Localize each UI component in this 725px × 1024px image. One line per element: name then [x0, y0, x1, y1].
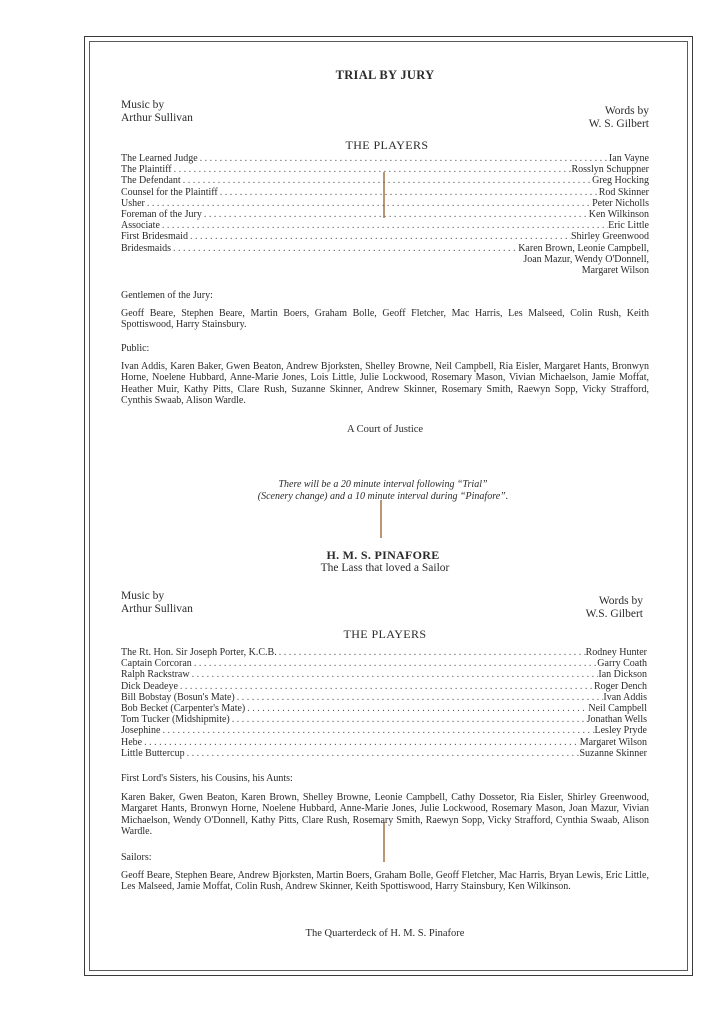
cast-role: Tom Tucker (Midshipmite) [121, 714, 230, 726]
pinafore-subtitle: The Lass that loved a Sailor [320, 562, 450, 574]
trial-players-heading: THE PLAYERS [345, 138, 429, 152]
cast-role: The Learned Judge [121, 153, 198, 164]
cast-row [121, 725, 647, 736]
trial-title: TRIAL BY JURY [335, 68, 435, 82]
cast-row [121, 714, 647, 725]
trial-words-credit [551, 105, 649, 131]
cast-row [121, 175, 649, 186]
cast-actor: Ian Vayne [608, 153, 649, 164]
cast-row [121, 692, 647, 703]
pinafore-music-label: Music by [121, 590, 165, 602]
cast-role: Little Buttercup [121, 747, 185, 759]
pinafore-librettist: W.S. Gilbert [585, 608, 643, 620]
cast-role: Josephine [121, 725, 161, 737]
sisters-list: Karen Baker, Gwen Beaton, Karen Brown, Shelley Browne, Leonie Campbell, Cathy Dossetor, Ria Eisler, Shirley Greenwood, Margaret Hants, Bronwyn Horne, Noelene Hubbard, Anne-Marie Jones, Julie Lockwood, Rosemary Mason, Joan Mazur, Vivian Michaelson, Wendy O'Donnell, Kathy Pitts, Clare Rush, Rosemary Smith, Raewyn Sopp, Vicky Strafford, Cynthia Swaab, Alison Wardle. [121, 792, 649, 838]
interval-line-1: There will be a 20 minute interval following “Trial” [278, 479, 488, 490]
cast-actor: Suzanne Skinner [579, 747, 647, 759]
cast-actor: Rod Skinner [598, 186, 649, 198]
cast-actor: Greg Hocking [592, 175, 649, 187]
pinafore-setting: The Quarterdeck of H. M. S. Pinafore [305, 928, 465, 939]
cast-actor: Neil Campbell [588, 702, 647, 714]
pinafore-music-credit [121, 590, 193, 616]
trial-music-label: Music by [121, 99, 165, 111]
cast-row [121, 187, 649, 198]
pinafore-players-heading: THE PLAYERS [343, 627, 427, 641]
cast-role: Hebe [121, 736, 143, 748]
cast-row [121, 153, 649, 164]
cast-actor: Garry Coath [597, 658, 647, 670]
cast-role: Counsel for the Plaintiff [121, 186, 218, 198]
trial-words-label: Words by [604, 105, 649, 117]
trial-setting: A Court of Justice [346, 424, 424, 435]
gentlemen-label: Gentlemen of the Jury: [121, 290, 213, 301]
cast-actor: Rodney Hunter [585, 647, 647, 658]
cast-actor: Peter Nicholls [592, 197, 649, 209]
bridesmaids-continued: Joan Mazur, Wendy O'Donnell, [523, 253, 649, 265]
cast-role: The Defendant [121, 175, 181, 187]
cast-role: Ralph Rackstraw [121, 669, 190, 681]
pinafore-words-credit [551, 595, 643, 621]
cast-actor: Ian Dickson [598, 669, 647, 681]
interval-note [258, 479, 508, 503]
trial-librettist: W. S. Gilbert [588, 118, 649, 130]
gentlemen-list: Geoff Beare, Stephen Beare, Martin Boers, Graham Bolle, Geoff Fletcher, Mac Harris, Les Malseed, Colin Rush, Keith Spottiswood, Harry Stainsbury. [121, 308, 649, 331]
cast-actor: Karen Brown, Leonie Campbell, [518, 242, 649, 254]
cast-row [121, 243, 649, 254]
pinafore-composer: Arthur Sullivan [121, 603, 193, 615]
sailors-list: Geoff Beare, Stephen Beare, Andrew Bjorksten, Martin Boers, Graham Bolle, Geoff Fletcher, Mac Harris, Bryan Lewis, Eric Little, Les Malseed, Jamie Moffat, Colin Rush, Andrew Skinner, Keith Spottiswood, Harry Stainsbury, Ken Wilkinson. [121, 870, 649, 893]
cast-row [121, 198, 649, 209]
cast-actor: Margaret Wilson [579, 736, 647, 748]
cast-actor: Shirley Greenwood [570, 231, 649, 243]
staple-mark-middle [380, 500, 382, 538]
cast-actor: Ivan Addis [603, 691, 647, 703]
pinafore-words-label: Words by [598, 595, 643, 607]
cast-row [121, 748, 647, 759]
cast-row [121, 703, 647, 714]
public-list: Ivan Addis, Karen Baker, Gwen Beaton, Andrew Bjorksten, Shelley Browne, Neil Campbell, Ria Eisler, Margaret Hants, Bronwyn Horne, Noelene Hubbard, Anne-Marie Jones, Lois Little, Julie Lockwood, Rosemary Mason, Vivian Michaelson, Jamie Moffat, Heather Muir, Kathy Pitts, Clare Rush, Suzanne Skinner, Andrew Skinner, Rosemary Smith, Raewyn Sopp, Vicky Strafford, Cynthis Swaab, Alison Wardle. [121, 361, 649, 407]
cast-actor: Roger Dench [593, 680, 647, 692]
cast-role: Associate [121, 220, 160, 232]
public-label: Public: [121, 343, 150, 354]
sisters-label: First Lord's Sisters, his Cousins, his Aunts: [121, 773, 293, 784]
sailors-label: Sailors: [121, 852, 152, 863]
cast-row [121, 669, 647, 680]
cast-role: Dick Deadeye [121, 680, 178, 692]
cast-row [121, 681, 647, 692]
cast-actor: Lesley Pryde [594, 725, 647, 737]
cast-row [121, 658, 647, 669]
cast-row [121, 220, 649, 231]
trial-cast-list [121, 153, 649, 276]
cast-role: The Plaintiff [121, 164, 172, 176]
cast-role: Foreman of the Jury [121, 208, 202, 220]
trial-music-credit [121, 99, 193, 125]
cast-actor: Eric Little [608, 220, 649, 232]
cast-role: Captain Corcoran [121, 658, 192, 670]
bridesmaids-continued: Margaret Wilson [581, 264, 649, 276]
cast-row [121, 231, 649, 242]
cast-row [121, 647, 647, 658]
cast-actor: Rosslyn Schuppner [571, 164, 649, 176]
cast-role: Bill Bobstay (Bosun's Mate) [121, 691, 235, 703]
cast-row [121, 164, 649, 175]
cast-row [121, 209, 649, 220]
cast-role: Usher [121, 197, 145, 209]
interval-line-2: (Scenery change) and a 10 minute interval during “Pinafore”. [257, 491, 509, 502]
cast-role: First Bridesmaid [121, 231, 188, 243]
cast-role: The Rt. Hon. Sir Joseph Porter, K.C.B. [121, 647, 277, 658]
pinafore-title: H. M. S. PINAFORE [326, 548, 440, 562]
trial-composer: Arthur Sullivan [121, 112, 193, 124]
cast-role: Bob Becket (Carpenter's Mate) [121, 702, 246, 714]
cast-actor: Jonathan Wells [586, 714, 647, 726]
cast-row [121, 737, 647, 748]
cast-role: Bridesmaids [121, 242, 171, 254]
pinafore-cast-list [121, 647, 647, 759]
cast-actor: Ken Wilkinson [588, 208, 649, 220]
